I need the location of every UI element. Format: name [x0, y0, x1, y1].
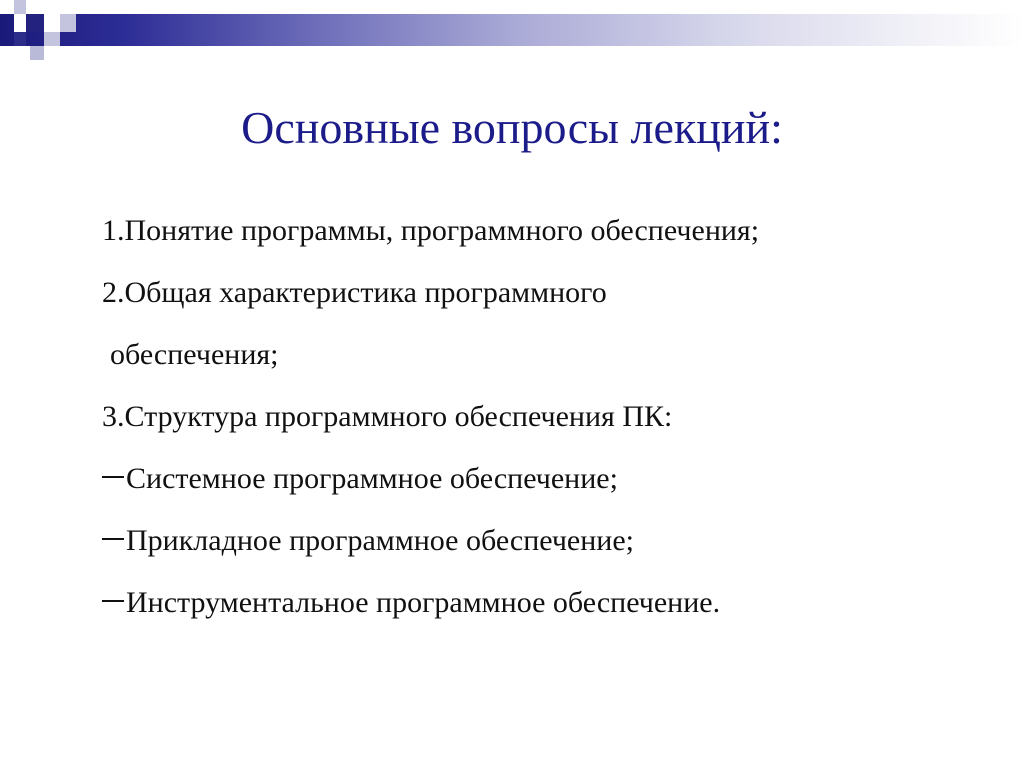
dash-bullet-icon	[102, 538, 124, 540]
list-item-text: 1.Понятие программы, программного обеспечения;	[102, 214, 760, 247]
dash-bullet-icon	[102, 476, 124, 478]
decor-square	[14, 0, 26, 14]
list-item-text: 3.Структура программного обеспечения ПК:	[102, 400, 673, 433]
list-item	[102, 386, 1002, 448]
list-item	[102, 200, 1002, 262]
header-decoration-band	[0, 14, 1024, 46]
list-item-text: Инструментальное программное обеспечение.	[126, 586, 721, 619]
slide-title: Основные вопросы лекций:	[241, 102, 783, 153]
list-item	[102, 262, 1002, 324]
lecture-topics-list	[102, 200, 1002, 634]
decor-square	[44, 32, 60, 46]
list-item-text: обеспечения;	[110, 338, 279, 371]
decor-square	[26, 0, 44, 14]
decor-square	[44, 14, 60, 32]
list-item-text: 2.Общая характеристика программного	[102, 276, 607, 309]
decor-square	[60, 14, 76, 32]
list-item-continuation	[102, 324, 1002, 386]
sub-list-item	[102, 510, 1002, 572]
decor-square	[14, 32, 26, 46]
list-item-text: Прикладное программное обеспечение;	[126, 524, 634, 557]
decor-square	[30, 46, 44, 60]
dash-bullet-icon	[102, 600, 124, 602]
decor-square	[26, 14, 44, 32]
sub-list-item	[102, 572, 1002, 634]
list-item-text: Системное программное обеспечение;	[126, 462, 618, 495]
decor-square	[14, 14, 26, 32]
sub-list-item	[102, 448, 1002, 510]
